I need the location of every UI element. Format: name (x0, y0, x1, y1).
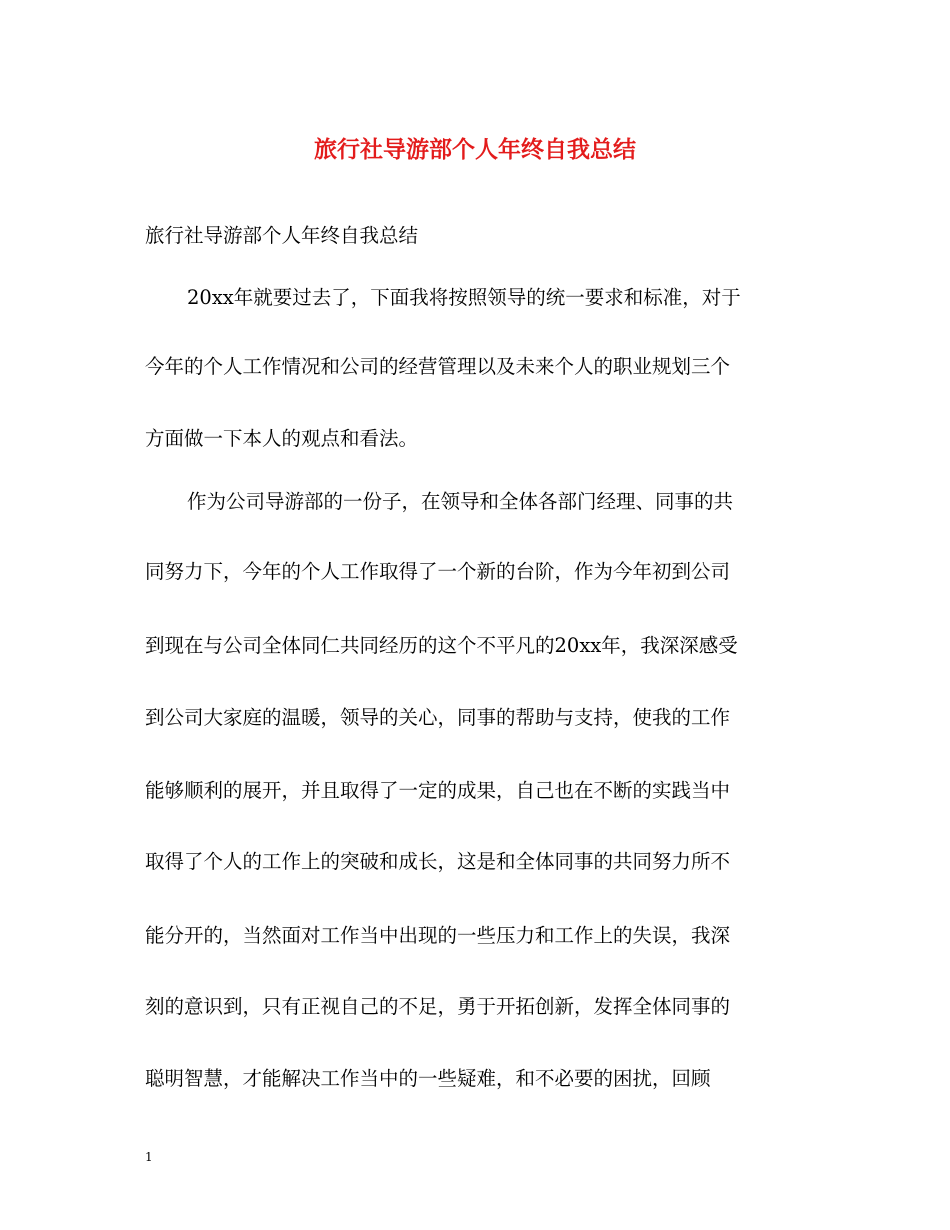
body-line-1: 20xx年就要过去了，下面我将按照领导的统一要求和标准，对于 (187, 286, 741, 309)
body-line-2: 今年的个人工作情况和公司的经营管理以及未来个人的职业规划三个 (145, 355, 731, 378)
body-line-6: 到现在与公司全体同仁共同经历的这个不平凡的20xx年，我深深感受 (145, 634, 738, 657)
body-line-11: 刻的意识到，只有正视自己的不足，勇于开拓创新，发挥全体同事的 (145, 995, 731, 1018)
body-line-4: 作为公司导游部的一份子，在领导和全体各部门经理、同事的共 (187, 490, 734, 513)
body-line-5: 同努力下，今年的个人工作取得了一个新的台阶，作为今年初到公司 (145, 560, 731, 583)
body-line-8: 能够顺利的展开，并且取得了一定的成果，自己也在不断的实践当中 (145, 779, 731, 802)
body-line-10: 能分开的，当然面对工作当中出现的一些压力和工作上的失误，我深 (145, 924, 731, 947)
page-title: 旅行社导游部个人年终自我总结 (314, 136, 636, 163)
body-line-7: 到公司大家庭的温暖，领导的关心，同事的帮助与支持，使我的工作 (145, 706, 731, 729)
document-subtitle: 旅行社导游部个人年终自我总结 (145, 224, 419, 247)
body-line-3: 方面做一下本人的观点和看法。 (145, 427, 419, 450)
body-line-12: 聪明智慧，才能解决工作当中的一些疑难，和不必要的困扰，回顾 (145, 1067, 711, 1090)
body-line-9: 取得了个人的工作上的突破和成长，这是和全体同事的共同努力所不 (145, 850, 731, 873)
page-number: 1 (145, 1150, 153, 1164)
